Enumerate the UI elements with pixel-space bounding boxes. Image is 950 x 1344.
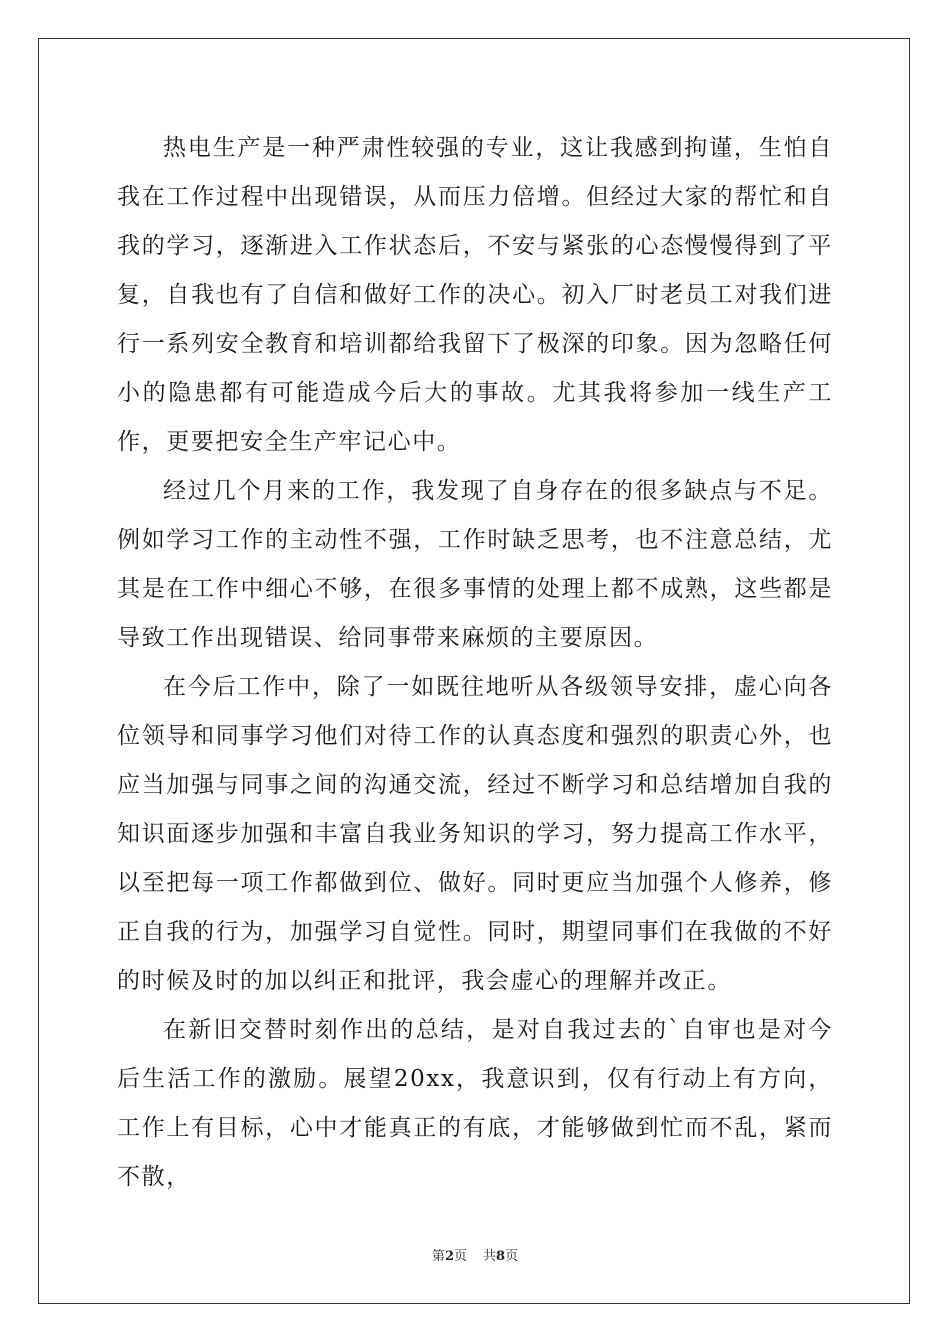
total-prefix: 共 bbox=[483, 1249, 497, 1264]
page-number: 2 bbox=[444, 1249, 454, 1264]
paragraph-4: 在新旧交替时刻作出的总结，是对自我过去的`自审也是对今后生活工作的激励。展望20xx，我意识到，仅有行动上有方向，工作上有目标，心中才能真正的有底，才能够做到忙而不乱，紧而不散， bbox=[117, 1017, 833, 1190]
paragraph-2: 经过几个月来的工作，我发现了自身存在的很多缺点与不足。例如学习工作的主动性不强，工作时缺乏思考，也不注意总结，尤其是在工作中细心不够，在很多事情的处理上都不成熟，这些都是导致工作出现错误、给同事带来麻烦的主要原因。 bbox=[117, 478, 833, 651]
page-prefix: 第 bbox=[431, 1249, 445, 1264]
paragraph-3: 在今后工作中，除了一如既往地听从各级领导安排，虚心向各位领导和同事学习他们对待工作的认真态度和强烈的职责心外，也应当加强与同事之间的沟通交流，经过不断学习和总结增加自我的知识面逐步加强和丰富自我业务知识的学习，努力提高工作水平，以至把每一项工作都做到位、做好。同时更应当加强个人修养，修正自我的行为，加强学习自觉性。同时，期望同事们在我做的不好的时候及时的加以纠正和批评，我会虚心的理解并改正。 bbox=[117, 674, 833, 994]
total-pages-indicator bbox=[483, 1249, 518, 1264]
total-suffix: 页 bbox=[505, 1249, 519, 1264]
page-suffix: 页 bbox=[453, 1249, 467, 1264]
page-indicator bbox=[432, 1249, 467, 1264]
total-pages: 8 bbox=[496, 1249, 506, 1264]
paragraph-1: 热电生产是一种严肃性较强的专业，这让我感到拘谨，生怕自我在工作过程中出现错误，从而压力倍增。但经过大家的帮忙和自我的学习，逐渐进入工作状态后，不安与紧张的心态慢慢得到了平复，自我也有了自信和做好工作的决心。初入厂时老员工对我们进行一系列安全教育和培训都给我留下了极深的印象。因为忽略任何小的隐患都有可能造成今后大的事故。尤其我将参加一线生产工作，更要把安全生产牢记心中。 bbox=[117, 135, 833, 455]
document-body bbox=[117, 124, 833, 1202]
page-footer bbox=[0, 1249, 950, 1265]
